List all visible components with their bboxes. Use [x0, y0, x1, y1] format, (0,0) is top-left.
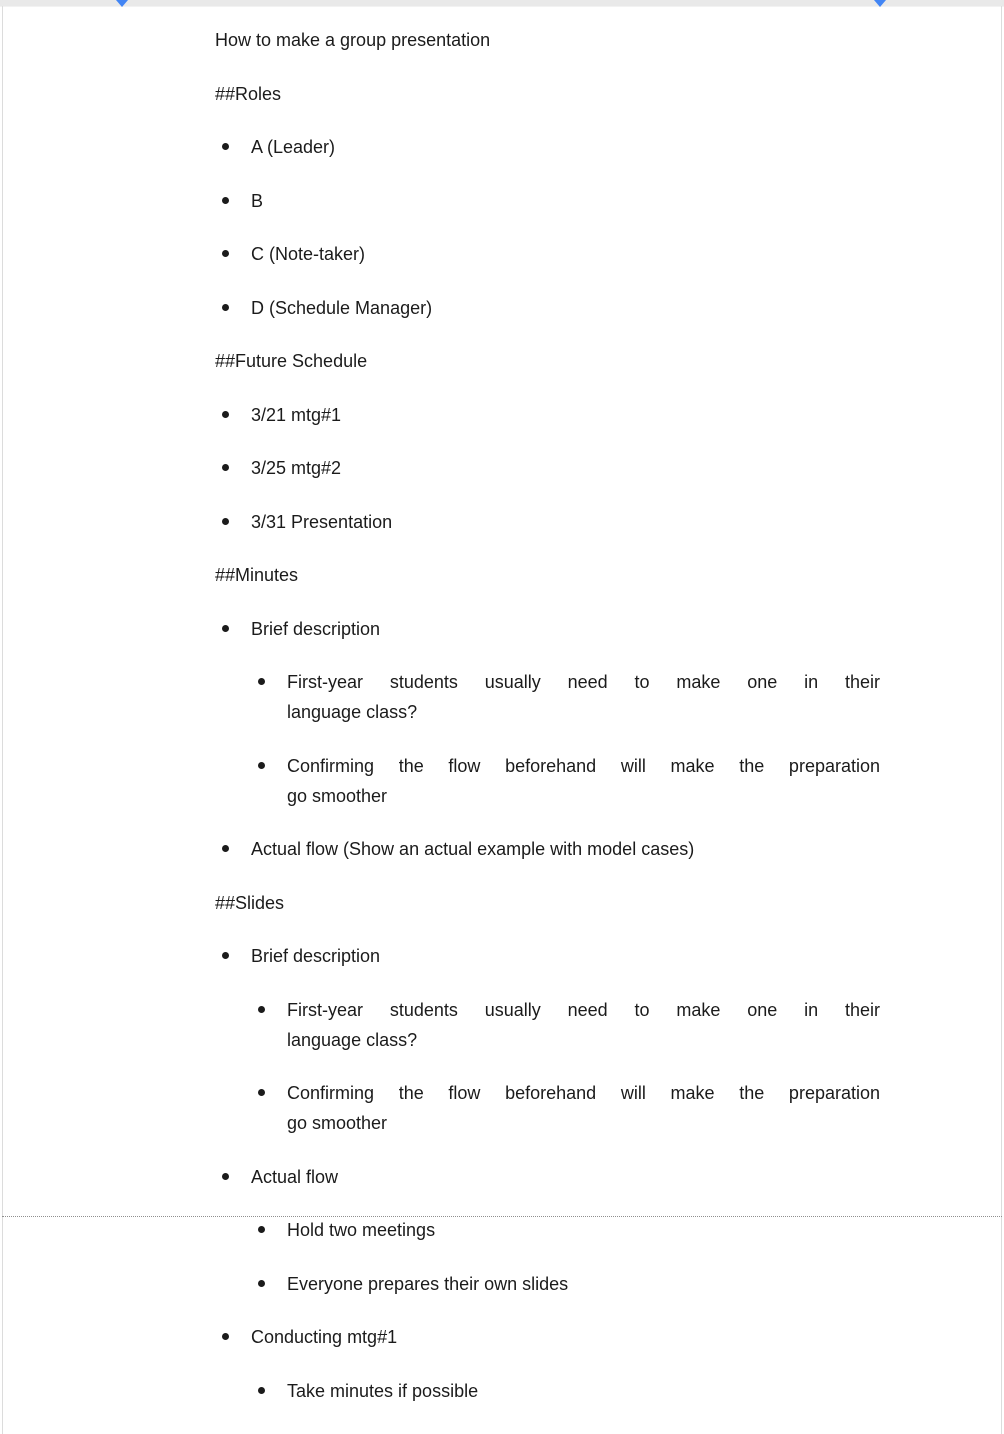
doc-title-paragraph[interactable]: How to make a group presentation — [215, 30, 491, 50]
bullet-icon — [258, 762, 265, 769]
bullet-item[interactable] — [215, 132, 880, 162]
heading-minutes[interactable]: ##Minutes — [215, 565, 299, 585]
bullet-text: A (Leader) — [251, 137, 336, 157]
bullet-item[interactable] — [215, 1162, 880, 1192]
wrap-line: language class? — [287, 1029, 418, 1050]
bullet-item[interactable] — [215, 1322, 880, 1352]
bullet-item[interactable] — [215, 834, 880, 864]
bullet-icon — [222, 1333, 229, 1340]
page-break-divider — [2, 1216, 1002, 1217]
bullet-text: C (Note-taker) — [251, 244, 366, 264]
document-text-area[interactable] — [215, 0, 880, 1429]
bullet-text: Brief description — [251, 618, 381, 639]
bullet-text: Hold two meetings — [287, 1220, 436, 1240]
bullet-item[interactable] — [215, 614, 880, 644]
bullet-item[interactable] — [215, 941, 880, 971]
bullet-item[interactable] — [215, 186, 880, 216]
wrap-line: go smoother — [287, 785, 388, 806]
bullet-text: Conducting mtg#1 — [251, 1327, 398, 1347]
page-left-edge — [2, 6, 3, 1434]
bullet-icon — [222, 250, 229, 257]
bullet-icon — [222, 625, 229, 632]
bullet-item-nested[interactable] — [215, 1078, 880, 1138]
bullet-item-nested[interactable] — [215, 751, 880, 811]
justified-line: First-year students usually need to make one in their — [287, 999, 880, 1020]
bullet-item[interactable] — [215, 239, 880, 269]
bullet-item-nested[interactable] — [215, 667, 880, 727]
bullet-text — [287, 667, 880, 727]
wrap-line: language class? — [287, 702, 418, 722]
left-indent-marker-icon[interactable] — [116, 0, 128, 7]
bullet-icon — [222, 411, 229, 418]
bullet-item-nested[interactable] — [215, 995, 880, 1055]
bullet-text: 3/25 mtg#2 — [251, 458, 342, 478]
bullet-icon — [222, 464, 229, 471]
bullet-item-nested[interactable] — [215, 1215, 880, 1245]
bullet-item[interactable] — [215, 453, 880, 483]
bullet-icon — [222, 1173, 229, 1180]
bullet-icon — [258, 1089, 265, 1096]
bullet-icon — [258, 1006, 265, 1013]
heading-future-schedule[interactable]: ##Future Schedule — [215, 351, 368, 371]
bullet-item[interactable] — [215, 400, 880, 430]
bullet-icon — [222, 952, 229, 959]
bullet-item-nested[interactable] — [215, 1376, 880, 1406]
bullet-text: Take minutes if possible — [287, 1380, 479, 1401]
bullet-text — [287, 1078, 880, 1138]
bullet-text: B — [251, 190, 264, 211]
heading-slides[interactable]: ##Slides — [215, 892, 285, 913]
bullet-text: 3/21 mtg#1 — [251, 404, 342, 425]
heading-roles[interactable]: ##Roles — [215, 83, 282, 104]
bullet-text: Brief description — [251, 946, 381, 966]
bullet-icon — [222, 143, 229, 150]
page-right-edge — [1001, 6, 1002, 1434]
bullet-text: 3/31 Presentation — [251, 511, 393, 532]
justified-line: Confirming the flow beforehand will make the preparation — [287, 755, 880, 776]
bullet-icon — [258, 678, 265, 685]
bullet-text: Actual flow — [251, 1166, 339, 1187]
justified-line: Confirming the flow beforehand will make the preparation — [287, 1083, 880, 1103]
bullet-text: D (Schedule Manager) — [251, 297, 433, 318]
bullet-text — [287, 995, 880, 1055]
bullet-icon — [222, 197, 229, 204]
justified-line: First-year students usually need to make one in their — [287, 672, 880, 692]
bullet-text: Everyone prepares their own slides — [287, 1273, 569, 1294]
bullet-icon — [222, 518, 229, 525]
bullet-text — [287, 751, 880, 811]
bullet-icon — [258, 1280, 265, 1287]
wrap-line: go smoother — [287, 1113, 388, 1133]
bullet-item-nested[interactable] — [215, 1269, 880, 1299]
bullet-text: Actual flow (Show an actual example with model cases) — [251, 839, 695, 859]
bullet-item[interactable] — [215, 293, 880, 323]
bullet-icon — [258, 1387, 265, 1394]
bullet-icon — [222, 845, 229, 852]
bullet-item[interactable] — [215, 507, 880, 537]
bullet-icon — [222, 304, 229, 311]
bullet-icon — [258, 1226, 265, 1233]
